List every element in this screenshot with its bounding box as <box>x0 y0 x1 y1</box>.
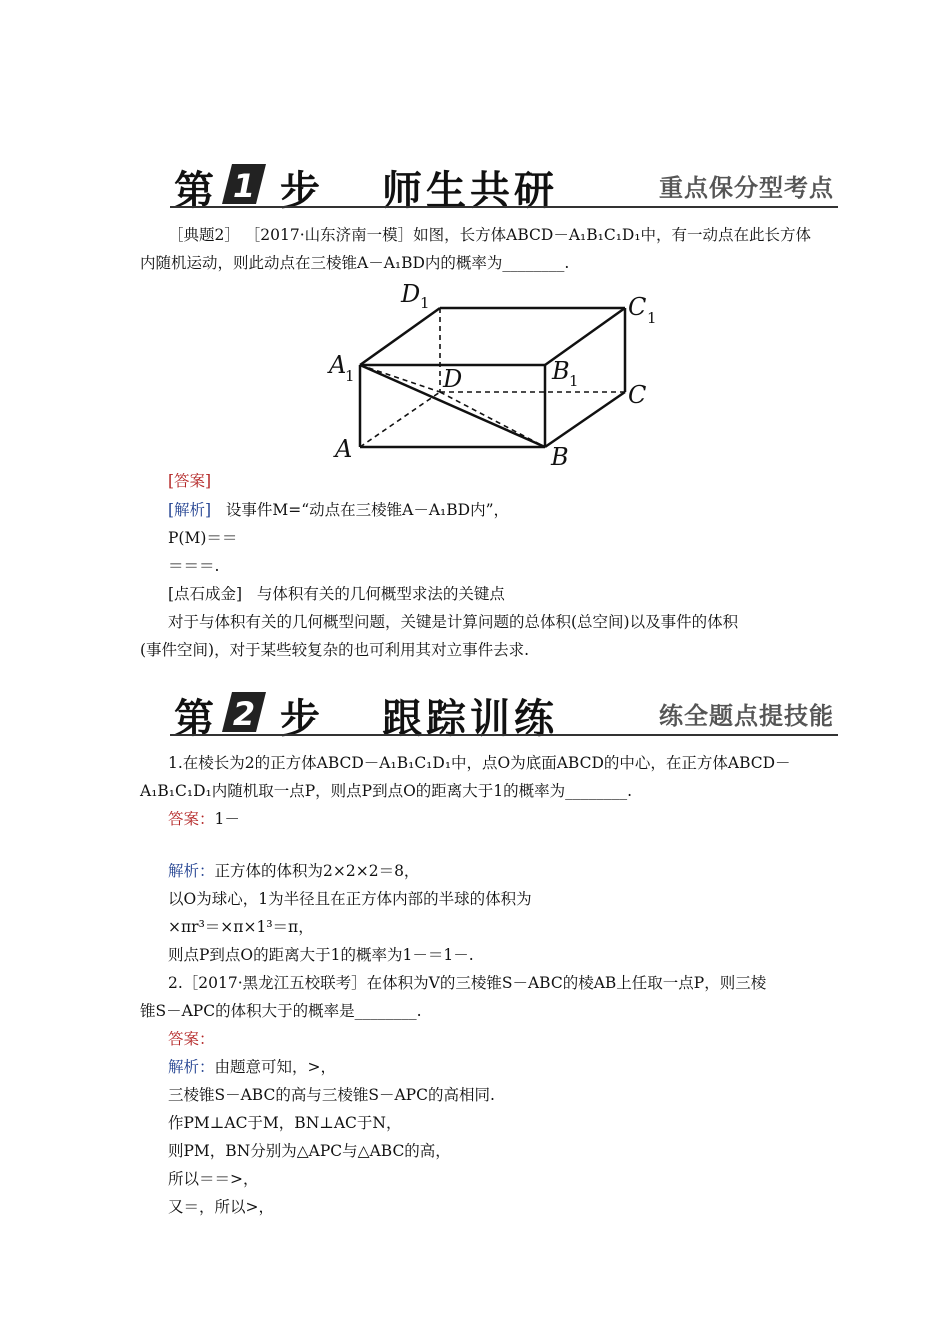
step-number-badge <box>222 162 266 206</box>
tip-line-1: 对于与体积有关的几何概型问题，关键是计算问题的总体积(总空间)以及事件的体积 <box>168 613 739 631</box>
section-title: 师生共研 <box>382 168 558 214</box>
problem-line-1: ［典题2］ ［2017·山东济南一模］如图，长方体ABCD－A₁B₁C₁D₁中，有一动点在此长方体 <box>168 226 812 244</box>
q2-answer-label: 答案： <box>168 1030 215 1048</box>
q2-analysis-6: 又＝，所以>， <box>168 1198 274 1216</box>
label-D: D <box>443 365 463 393</box>
cuboid-figure <box>325 275 665 470</box>
q2-analysis-5: 所以＝＝>， <box>168 1170 259 1188</box>
label-A: A <box>335 435 353 463</box>
label-C1: C <box>628 293 647 321</box>
section-subtitle: 练全题点提技能 <box>659 702 834 730</box>
q1-analysis <box>168 860 419 882</box>
tip-line <box>168 583 505 605</box>
section-subtitle: 重点保分型考点 <box>659 174 834 202</box>
section-rule <box>170 734 838 736</box>
q1-answer-value: 1－ <box>214 810 240 828</box>
problem-line-2: 内随机运动，则此动点在三棱锥A－A₁BD内的概率为________. <box>140 254 570 272</box>
answer-label-1: [答案] <box>168 472 212 490</box>
q1-analysis-1: 正方体的体积为2×2×2＝8， <box>214 862 420 880</box>
label-D1-sub: 1 <box>420 294 430 312</box>
tip-label: [点石成金] <box>168 585 243 603</box>
step-number: 1 <box>232 167 256 205</box>
q1-answer <box>168 808 240 830</box>
q2-analysis-label: 解析： <box>168 1058 215 1076</box>
section-bu: 步 <box>280 168 320 214</box>
analysis-text-1: 设事件M=“动点在三棱锥A－A₁BD内”， <box>225 501 510 519</box>
q1-analysis-2: 以O为球心，1为半径且在正方体内部的半球的体积为 <box>168 890 532 908</box>
step-number: 2 <box>232 695 256 733</box>
q1-analysis-3: ×πr³＝×π×1³＝π， <box>168 918 314 936</box>
q1-analysis-label: 解析： <box>168 862 215 880</box>
section-rule <box>170 206 838 208</box>
q2-line-2: 锥S－APC的体积大于的概率是________. <box>140 1002 422 1020</box>
section-di: 第 <box>174 696 214 742</box>
label-D1: D <box>401 280 421 308</box>
label-B1: B <box>552 357 570 385</box>
q1-answer-label: 答案： <box>168 810 215 828</box>
q1-analysis-4: 则点P到点O的距离大于1的概率为1－＝1－. <box>168 946 474 964</box>
section-header-1 <box>170 162 838 212</box>
label-C: C <box>628 381 647 409</box>
analysis-1-line-3: ＝＝＝. <box>168 557 220 575</box>
tip-text: 与体积有关的几何概型求法的关键点 <box>256 585 505 603</box>
section-di: 第 <box>174 168 214 214</box>
q1-line-2: A₁B₁C₁D₁内随机取一点P，则点P到点O的距离大于1的概率为________. <box>140 782 633 800</box>
q1-line-1: 1.在棱长为2的正方体ABCD－A₁B₁C₁D₁中，点O为底面ABCD的中心，在正方体ABCD－ <box>168 754 791 772</box>
tip-line-2: (事件空间)，对于某些较复杂的也可利用其对立事件去求. <box>140 641 530 659</box>
analysis-1-line-2: P(M)＝＝ <box>168 529 238 547</box>
label-B: B <box>551 443 569 470</box>
analysis-1 <box>168 499 509 521</box>
section-title: 跟踪训练 <box>382 696 558 742</box>
step-number-badge <box>222 690 266 734</box>
label-C1-sub: 1 <box>647 309 657 327</box>
section-bu: 步 <box>280 696 320 742</box>
label-A1-sub: 1 <box>345 367 355 385</box>
label-A1: A <box>329 351 347 379</box>
analysis-label-1: [解析] <box>168 501 212 519</box>
label-B1-sub: 1 <box>569 372 579 390</box>
q2-analysis-3: 作PM⊥AC于M，BN⊥AC于N， <box>168 1114 402 1132</box>
q2-analysis-2: 三棱锥S－ABC的高与三棱锥S－APC的高相同. <box>168 1086 495 1104</box>
q2-analysis <box>168 1056 336 1078</box>
section-header-2 <box>170 690 838 740</box>
q2-analysis-4: 则PM，BN分别为△APC与△ABC的高， <box>168 1142 451 1160</box>
q2-line-1: 2.［2017·黑龙江五校联考］在体积为V的三棱锥S－ABC的棱AB上任取一点P，则三棱 <box>168 974 767 992</box>
q2-analysis-1: 由题意可知，>， <box>214 1058 337 1076</box>
